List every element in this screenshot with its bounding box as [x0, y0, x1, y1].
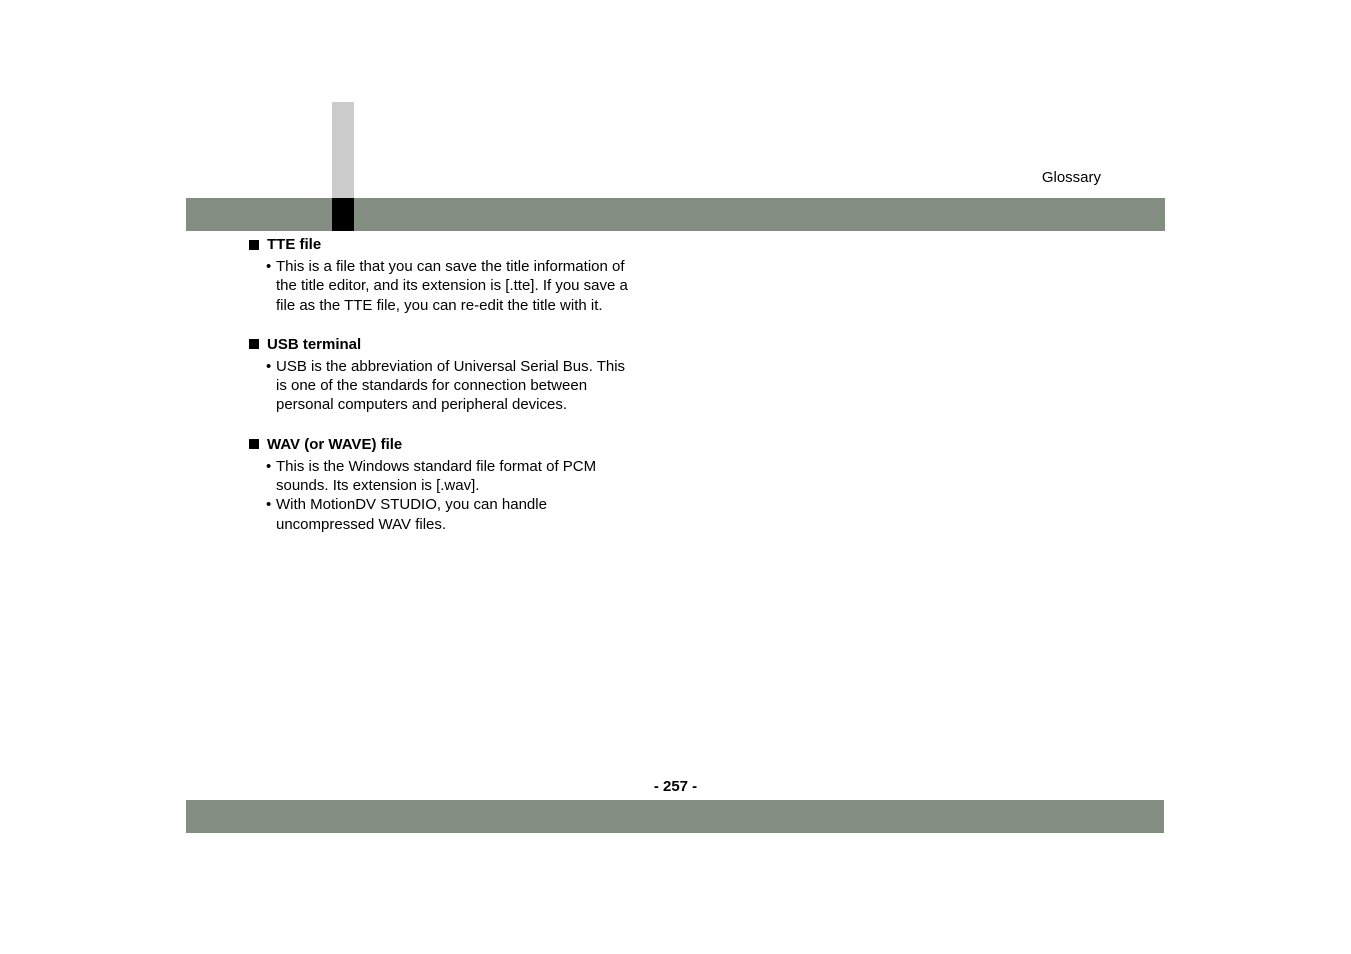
bullet-line: USB is the abbreviation of Universal Serial Bus. This	[276, 357, 626, 375]
glossary-entry	[248, 235, 668, 315]
bullet-line: personal computers and peripheral devices.	[276, 396, 567, 414]
entry-title-text: USB terminal	[267, 335, 362, 353]
entry-title	[248, 435, 668, 454]
square-bullet-icon	[249, 439, 259, 449]
glossary-content	[248, 235, 668, 554]
bullet-line: file as the TTE file, you can re-edit the title with it.	[276, 296, 603, 314]
section-name: Glossary	[1041, 169, 1101, 186]
footer-bar	[186, 800, 1164, 833]
square-bullet-icon	[249, 240, 259, 250]
entry-title-text: TTE file	[267, 236, 322, 253]
bullet-dot-icon: •	[266, 457, 272, 475]
bullet-line: This is the Windows standard file format of PCM	[276, 457, 597, 475]
bullet-line: the title editor, and its extension is [.tte]. If you save a	[276, 277, 628, 295]
entry-bullet	[248, 495, 668, 534]
chapter-tab-dark	[332, 198, 354, 231]
chapter-tab-light	[332, 102, 354, 198]
entry-bullet	[248, 357, 668, 415]
bullet-dot-icon: •	[266, 496, 272, 514]
bullet-line: uncompressed WAV files.	[276, 515, 447, 533]
entry-title	[248, 235, 668, 254]
page-number: - 257 -	[653, 778, 698, 795]
bullet-dot-icon: •	[266, 357, 272, 375]
entry-title	[248, 335, 668, 354]
glossary-entry	[248, 335, 668, 415]
bullet-line: sounds. Its extension is [.wav].	[276, 477, 480, 495]
bullet-line: is one of the standards for connection between	[276, 377, 588, 395]
entry-bullet	[248, 457, 668, 496]
bullet-line: This is a file that you can save the title information of	[276, 258, 625, 275]
glossary-entry	[248, 435, 668, 534]
square-bullet-icon	[249, 339, 259, 349]
entry-bullet	[248, 257, 668, 315]
entry-title-text: WAV (or WAVE) file	[267, 435, 403, 453]
bullet-dot-icon: •	[266, 258, 272, 275]
bullet-line: With MotionDV STUDIO, you can handle	[276, 496, 547, 514]
